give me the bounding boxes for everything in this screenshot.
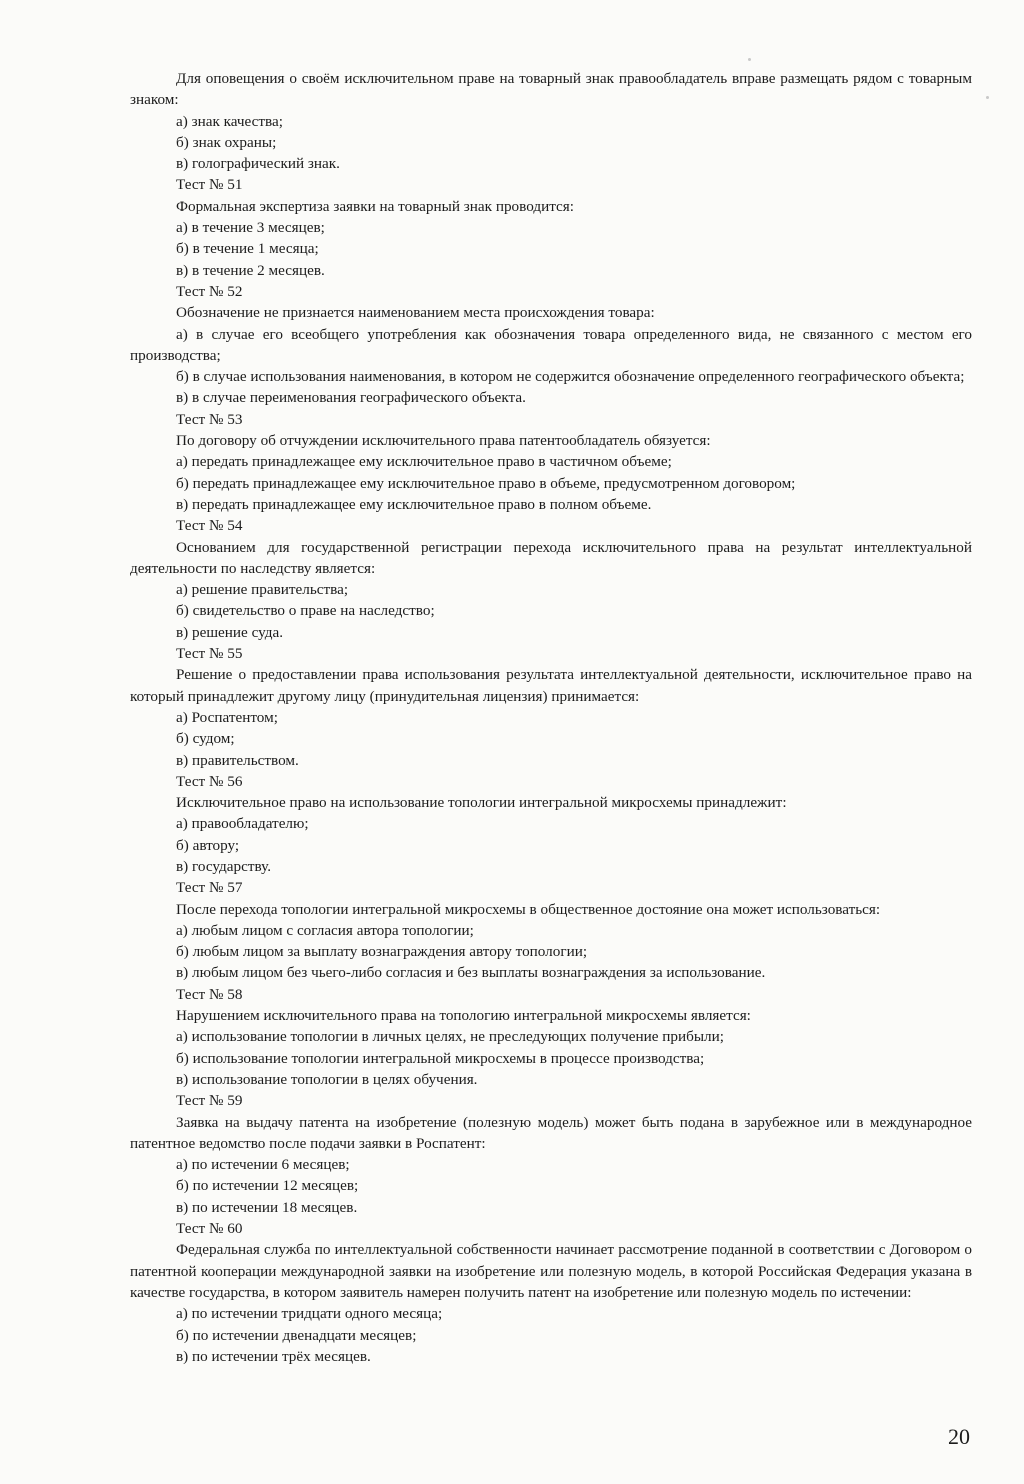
answer-option-c: в) любым лицом без чьего-либо согласия и без выплаты вознаграждения за использование.	[176, 964, 766, 982]
answer-option-a: а) знак качества;	[176, 112, 283, 130]
test-block-53	[130, 409, 972, 515]
answer-option-b: б) в случае использования наименования, в котором не содержится обозначение определенного географического объекта;	[176, 368, 965, 386]
test-block-56	[130, 771, 972, 877]
answer-option-b: б) автору;	[176, 836, 240, 854]
question-text: По договору об отчуждении исключительного права патентообладатель обязуется:	[176, 432, 711, 450]
question-text: Нарушением исключительного права на топологию интегральной микросхемы является:	[176, 1007, 751, 1025]
answer-option-a: а) Роспатентом;	[176, 708, 278, 726]
answer-option-a: а) по истечении 6 месяцев;	[176, 1156, 350, 1174]
answer-option-b: б) судом;	[176, 730, 235, 748]
answer-option-c: в) передать принадлежащее ему исключительное право в полном объеме.	[176, 495, 652, 513]
test-block-58	[130, 984, 972, 1090]
answer-option-a: а) решение правительства;	[176, 581, 349, 599]
test-number: Тест № 53	[176, 410, 243, 428]
answer-option-c: в) голографический знак.	[176, 155, 340, 173]
question-text: Федеральная служба по интеллектуальной собственности начинает рассмотрение поданной в соответствии с Договором о патентной кооперации международной заявки на изобретение или полезную модель, в которой Российская Федерация указана в качестве государства, в котором заявитель намерен получить патент на изобретение или полезную модель по истечении:	[130, 1241, 972, 1301]
scan-speck	[986, 96, 989, 99]
test-content	[130, 68, 972, 1367]
test-number: Тест № 57	[176, 879, 243, 897]
test-block-54	[130, 515, 972, 643]
test-number: Тест № 60	[176, 1220, 243, 1238]
answer-option-b: б) по истечении двенадцати месяцев;	[176, 1326, 417, 1344]
test-block-60	[130, 1218, 972, 1367]
answer-option-c: в) по истечении трёх месяцев.	[176, 1347, 371, 1365]
test-number: Тест № 51	[176, 176, 243, 194]
answer-option-b: б) любым лицом за выплату вознаграждения автору топологии;	[176, 943, 588, 961]
page-number: 20	[948, 1424, 970, 1449]
question-text: Обозначение не признается наименованием места происхождения товара:	[176, 304, 655, 322]
test-block-57	[130, 877, 972, 983]
answer-option-c: в) в течение 2 месяцев.	[176, 261, 325, 279]
answer-option-a: а) в случае его всеобщего употребления как обозначения товара определенного вида, не связанного с местом его производства;	[130, 325, 972, 364]
test-block-59	[130, 1090, 972, 1218]
answer-option-c: в) государству.	[176, 857, 271, 875]
question-text: Формальная экспертиза заявки на товарный знак проводится:	[176, 197, 574, 215]
test-number: Тест № 52	[176, 282, 243, 300]
question-text: Для оповещения о своём исключительном праве на товарный знак правообладатель вправе размещать рядом с товарным знаком:	[130, 70, 972, 109]
test-block-50	[130, 68, 972, 174]
answer-option-c: в) в случае переименования географического объекта.	[176, 389, 526, 407]
answer-option-c: в) использование топологии в целях обучения.	[176, 1070, 478, 1088]
answer-option-b: б) в течение 1 месяца;	[176, 240, 319, 258]
test-number: Тест № 55	[176, 645, 243, 663]
test-number: Тест № 59	[176, 1092, 243, 1110]
answer-option-a: а) правообладателю;	[176, 815, 309, 833]
answer-option-b: б) знак охраны;	[176, 133, 277, 151]
answer-option-a: а) использование топологии в личных целях, не преследующих получение прибыли;	[176, 1028, 724, 1046]
answer-option-a: а) в течение 3 месяцев;	[176, 219, 325, 237]
answer-option-c: в) по истечении 18 месяцев.	[176, 1198, 358, 1216]
test-block-52	[130, 281, 972, 409]
answer-option-a: а) любым лицом с согласия автора топологии;	[176, 921, 474, 939]
question-text: Основанием для государственной регистрации перехода исключительного права на результат интеллектуальной деятельности по наследству является:	[130, 538, 972, 577]
answer-option-b: б) по истечении 12 месяцев;	[176, 1177, 359, 1195]
answer-option-c: в) решение суда.	[176, 623, 284, 641]
test-number: Тест № 54	[176, 517, 243, 535]
answer-option-a: а) по истечении тридцати одного месяца;	[176, 1305, 443, 1323]
answer-option-b: б) передать принадлежащее ему исключительное право в объеме, предусмотренном договором;	[176, 474, 796, 492]
answer-option-a: а) передать принадлежащее ему исключительное право в частичном объеме;	[176, 453, 672, 471]
question-text: Решение о предоставлении права использования результата интеллектуальной деятельности, исключительное право на который принадлежит другому лицу (принудительная лицензия) принимается:	[130, 666, 972, 705]
question-text: После перехода топологии интегральной микросхемы в общественное достояние она может использоваться:	[176, 900, 881, 918]
test-number: Тест № 58	[176, 985, 243, 1003]
answer-option-c: в) правительством.	[176, 751, 299, 769]
answer-option-b: б) использование топологии интегральной микросхемы в процессе производства;	[176, 1049, 705, 1067]
scan-speck	[748, 58, 751, 61]
answer-option-b: б) свидетельство о праве на наследство;	[176, 602, 435, 620]
question-text: Заявка на выдачу патента на изобретение (полезную модель) может быть подана в зарубежное или в международное патентное ведомство после подачи заявки в Роспатент:	[130, 1113, 972, 1152]
test-block-51	[130, 174, 972, 280]
test-number: Тест № 56	[176, 772, 243, 790]
question-text: Исключительное право на использование топологии интегральной микросхемы принадлежит:	[176, 794, 787, 812]
test-block-55	[130, 643, 972, 771]
